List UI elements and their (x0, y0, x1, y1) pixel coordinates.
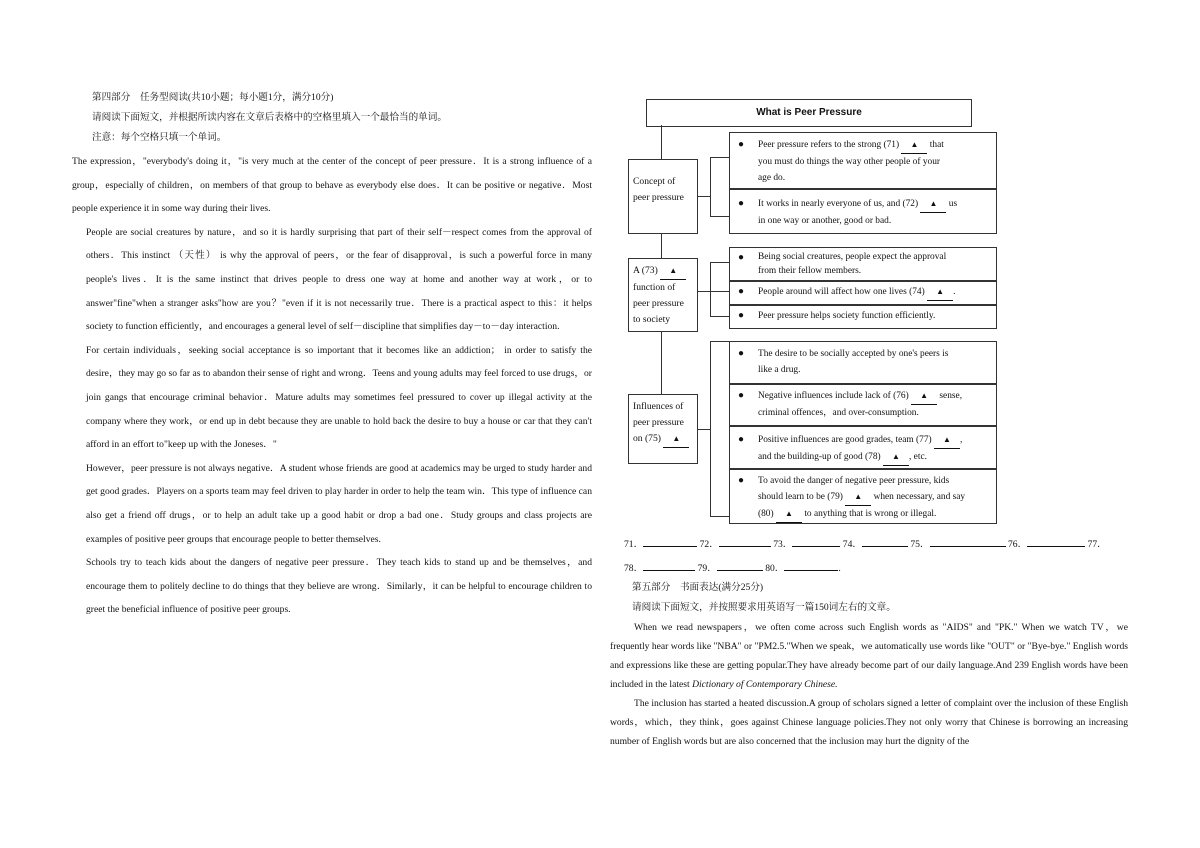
writing-paragraph-2-text: The inclusion has started a heated discussion.A group of scholars signed a letter of complaint over the inclusion of these English words，which，they think，goes against Chinese language policies.They not only worry that Chinese is borrowing an increasing number of English words but are also concerned that the inclusion may hurt the dignity of the (610, 698, 1128, 747)
cell-text: age do. (758, 173, 786, 183)
category-concept (628, 159, 698, 234)
answer-line-78[interactable] (643, 560, 695, 571)
connector-line (710, 516, 729, 517)
connector-line (710, 341, 711, 517)
connector-line (710, 316, 729, 317)
connector-line (698, 291, 710, 292)
blank-76[interactable]: ▲ (911, 388, 937, 405)
cell-77-78 (729, 426, 997, 469)
cell-text: us (948, 199, 958, 209)
answer-label-72: 72． (699, 539, 719, 550)
category-concept-line1: Concept of (633, 176, 676, 187)
dictionary-title: Dictionary of Contemporary Chinese. (692, 679, 838, 690)
category-text: on (75) (633, 433, 661, 444)
cell-text: Positive influences are good grades, team (77) (758, 435, 932, 445)
blank-72[interactable]: ▲ (920, 196, 946, 213)
cell-text: that (929, 140, 944, 150)
cell-text: from their fellow members. (758, 266, 862, 276)
answer-line-76[interactable] (1027, 536, 1085, 547)
bullet-icon: ● (738, 434, 745, 445)
blank-73[interactable]: ▲ (660, 263, 686, 280)
bullet-icon: ● (738, 286, 745, 297)
cell-text: Negative influences include lack of (76) (758, 391, 909, 401)
paragraph-3-text: For certain individuals，seeking social acceptance is so important that it becomes like an addiction； in order to satisfy the desire，they may go so far as to abandon their sense of right and wrong．Teens and young adults may feel forced to use drugs，or join gangs that encourage criminal behavior．Mature adults may sometimes feel pressured to cover up illegal activity at the company where they work，or end up in debt because they are unable to hold back the desire to buy a house or car that they can't afford in an effort to"keep up with the Joneses．" (86, 344, 592, 451)
cell-text: Peer pressure refers to the strong (71) (758, 140, 900, 150)
bullet-icon: ● (738, 139, 745, 150)
cell-text: . (953, 287, 956, 297)
writing-paragraph-2 (610, 694, 1128, 751)
cell-text: should learn to be (79) (758, 492, 843, 502)
blank-79[interactable]: ▲ (845, 489, 871, 506)
cell-desire (729, 341, 997, 384)
connector-line (710, 157, 729, 158)
cell-efficiency (729, 305, 997, 329)
cell-text: People around will affect how one lives (74) (758, 287, 925, 297)
answer-line-71[interactable] (643, 536, 697, 547)
category-text: peer pressure (633, 298, 684, 309)
answer-label-78: 78． (624, 563, 644, 574)
paragraph-5-text: Schools try to teach kids about the dangers of negative peer pressure．They teach kids to stand up and be themselves，and encourage them to politely decline to do things that they believe are wrong．Similarly，it can be helpful to encourage children to greet the beneficial influence of positive peer groups. (86, 557, 592, 616)
blank-74[interactable]: ▲ (927, 284, 953, 301)
cell-text: It works in nearly everyone of us, and (72) (758, 199, 919, 209)
answer-line-73[interactable] (792, 536, 840, 547)
cell-text: The desire to be socially accepted by one's peers is (758, 349, 949, 359)
reading-passage (72, 88, 592, 622)
cell-text: To avoid the danger of negative peer pressure, kids (758, 476, 950, 486)
answer-label-80: 80． (765, 563, 785, 574)
answer-line-80[interactable] (784, 560, 838, 571)
connector-line (710, 262, 729, 263)
section-five-heading: 第五部分 书面表达(满分25分) (632, 582, 764, 593)
cell-text: , (960, 435, 963, 445)
blank-78[interactable]: ▲ (883, 449, 909, 466)
answer-end: . (838, 563, 841, 574)
category-influences (628, 394, 698, 464)
bullet-icon: ● (738, 198, 745, 209)
cell-text: and the building-up of good (78) (758, 452, 881, 462)
bullet-icon: ● (738, 252, 745, 263)
cell-text: like a drug. (758, 365, 801, 375)
blank-77[interactable]: ▲ (934, 432, 960, 449)
connector-line (710, 262, 711, 317)
category-concept-line2: peer pressure (633, 192, 684, 203)
paragraph-4-text: However，peer pressure is not always negative．A student whose friends are good at academics may be urged to study harder and get good grades．Players on a sports team may feel driven to play harder in order to help the team win．This type of influence can also get a friend off drugs，or to help an adult take up a good habit or drop a bad one．Study groups and class projects are examples of positive peer groups that encourage people to better themselves. (86, 462, 592, 545)
blank-71[interactable]: ▲ (901, 137, 927, 154)
section-four-heading: 第四部分 任务型阅读(共10小题；每小题1分，满分10分) (92, 92, 334, 103)
connector-line (698, 429, 710, 430)
answer-row-2 (624, 560, 1134, 578)
paragraph-1 (72, 150, 592, 221)
cell-text: to anything that is wrong or illegal. (804, 509, 937, 519)
reading-note: 注意：每个空格只填一个单词。 (92, 132, 227, 143)
blank-75[interactable]: ▲ (663, 431, 689, 448)
bullet-icon: ● (738, 348, 745, 359)
reading-instruction: 请阅读下面短文，并根据所读内容在文章后表格中的空格里填入一个最恰当的单词。 (92, 112, 447, 123)
paragraph-2-text: People are social creatures by nature，and so it is hardly surprising that part of their self－respect comes from the approval of others．This instinct （天性） is why the approval of peers，or the fear of disapproval，is such a powerful force in many people's lives．It is the same instinct that drives people to dress one way at home and another way at work，or to answer"fine"when a stranger asks"how are you？"even if it is not necessarily true．There is a practical aspect to this：it helps society to function efficiently，and encourages a general level of self－discipline that simplifies day－to－day interaction. (86, 226, 592, 333)
connector-line (661, 234, 662, 258)
cell-text: Being social creatures, people expect the approval (758, 252, 947, 262)
connector-line (710, 216, 729, 217)
paragraph-4 (72, 457, 592, 551)
answer-label-76: 76． (1007, 539, 1028, 550)
cell-74 (729, 281, 997, 305)
cell-text: , etc. (908, 452, 927, 462)
paragraph-1-text: The expression，"everybody's doing it，"is very much at the center of the concept of peer pressure．It is a strong influence of a group，especially of children，on members of that group to behave as everybody else does．It can be positive or negative．Most people experience it in some way during their lives. (72, 156, 592, 215)
cell-text: when necessary, and say (873, 492, 966, 502)
answer-label-77: 77． (1087, 539, 1107, 550)
writing-paragraph-1 (610, 618, 1128, 694)
category-text: peer pressure (633, 417, 684, 428)
table-title: What is Peer Pressure (646, 99, 972, 127)
category-text: A (73) (633, 265, 658, 276)
connector-line (710, 157, 711, 217)
connector-line (661, 332, 662, 394)
blank-80[interactable]: ▲ (776, 506, 802, 523)
paragraph-5 (72, 551, 592, 622)
connector-line (661, 125, 662, 159)
category-text: function of (633, 282, 676, 293)
paragraph-2 (72, 221, 592, 339)
paragraph-3 (72, 339, 592, 457)
bullet-icon: ● (738, 475, 745, 486)
cell-text: Peer pressure helps society function efficiently. (758, 311, 936, 321)
cell-76 (729, 384, 997, 426)
answer-row-1 (624, 536, 1134, 554)
bullet-icon: ● (738, 310, 745, 321)
answer-label-74: 74． (842, 539, 862, 550)
answer-label-79: 79． (697, 563, 717, 574)
answer-label-71: 71． (624, 539, 644, 550)
connector-line (698, 196, 710, 197)
category-text: Influences of (633, 401, 684, 412)
cell-text: sense, (939, 391, 963, 401)
writing-paragraph-1-text: When we read newspapers，we often come across such English words as "AIDS" and "PK." When we watch TV，we frequently hear words like "NBA" or "PM2.5."When we speak，we automatically use words like "OUT" or "Bye-bye." English words and expressions like these are getting popular.They have already become part of our daily language.And 239 English words have been included in the latest (610, 622, 1128, 690)
category-function (628, 258, 698, 332)
answer-line-79[interactable] (717, 560, 763, 571)
connector-line (710, 291, 729, 292)
answer-line-74[interactable] (862, 536, 908, 547)
cell-approval (729, 247, 997, 281)
connector-line (710, 341, 729, 342)
answer-label-75: 75． (910, 539, 930, 550)
bullet-icon: ● (738, 390, 745, 401)
cell-text: criminal offences，and over-consumption. (758, 408, 919, 418)
writing-instruction: 请阅读下面短文，并按照要求用英语写一篇150词左右的文章。 (632, 602, 896, 613)
category-text: to society (633, 314, 671, 325)
cell-text: in one way or another, good or bad. (758, 216, 892, 226)
cell-text: you must do things the way other people of your (758, 157, 941, 167)
cell-72 (729, 189, 997, 234)
cell-text: (80) (758, 509, 774, 519)
answer-line-72[interactable] (719, 536, 771, 547)
writing-section (610, 578, 1128, 751)
cell-79-80 (729, 469, 997, 524)
answer-line-75[interactable] (930, 536, 1006, 547)
answer-label-73: 73． (773, 539, 793, 550)
cell-71 (729, 132, 997, 189)
